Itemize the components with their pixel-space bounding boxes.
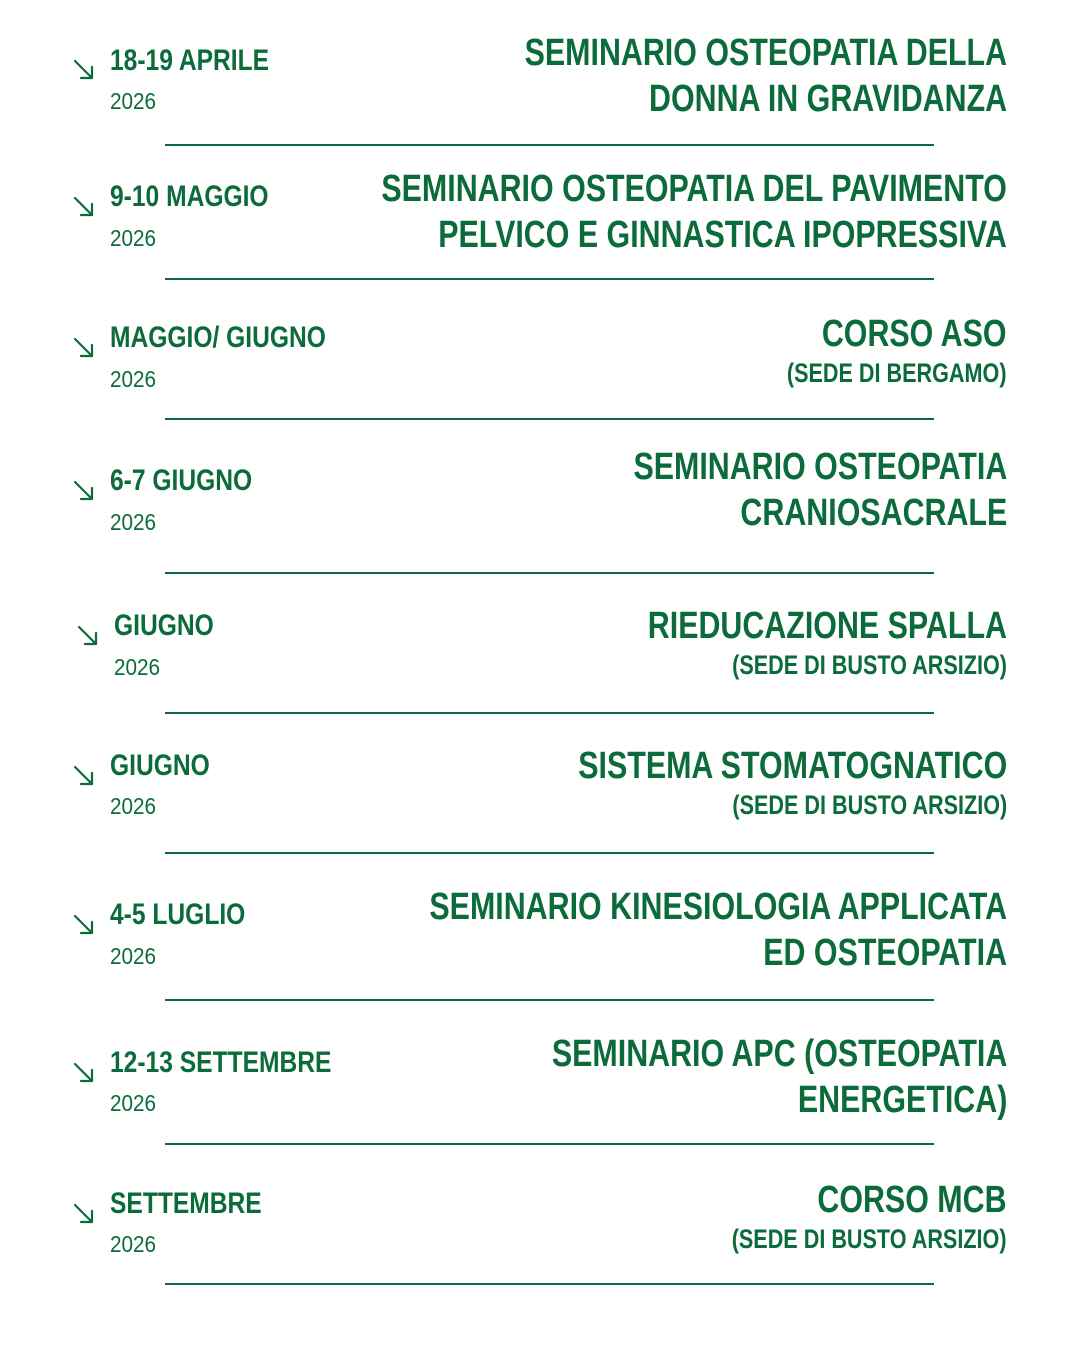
arrow-down-right-icon	[72, 764, 96, 788]
event-location: (SEDE DI BUSTO ARSIZIO)	[732, 1224, 1007, 1254]
event-location: (SEDE DI BUSTO ARSIZIO)	[732, 790, 1007, 820]
event-title-line: DONNA IN GRAVIDANZA	[648, 78, 1007, 120]
event-title	[381, 166, 1007, 258]
event-title	[633, 444, 1007, 536]
event-year: 2026	[110, 793, 157, 819]
event-year: 2026	[110, 225, 157, 251]
event-title-line: SEMINARIO KINESIOLOGIA APPLICATA	[429, 886, 1007, 928]
event-title	[732, 1177, 1007, 1255]
arrow-down-right-icon	[72, 479, 96, 503]
divider	[165, 418, 934, 420]
arrow-down-right-icon	[72, 336, 96, 360]
event-date: GIUGNO	[110, 749, 210, 782]
event-year: 2026	[110, 1231, 157, 1257]
event-date: GIUGNO	[114, 609, 214, 642]
divider	[165, 572, 934, 574]
event-date: 4-5 LUGLIO	[110, 898, 246, 931]
event-title	[578, 743, 1007, 821]
event-title-line: CRANIOSACRALE	[740, 492, 1007, 534]
arrow-down-right-icon	[72, 58, 96, 82]
arrow-down-right-icon	[72, 913, 96, 937]
event-year: 2026	[110, 88, 157, 114]
divider	[165, 712, 934, 714]
event-year: 2026	[110, 366, 157, 392]
event-title	[429, 884, 1007, 976]
event-year: 2026	[110, 509, 157, 535]
divider	[165, 1283, 934, 1285]
event-year: 2026	[114, 654, 161, 680]
arrow-down-right-icon	[72, 1202, 96, 1226]
event-year: 2026	[110, 1090, 157, 1116]
event-title-line: ENERGETICA)	[797, 1079, 1007, 1121]
divider	[165, 999, 934, 1001]
event-title	[552, 1031, 1007, 1123]
event-date: 18-19 APRILE	[110, 44, 270, 77]
arrow-down-right-icon	[72, 1061, 96, 1085]
event-title-line: SEMINARIO OSTEOPATIA DELLA	[524, 32, 1007, 74]
event-title	[525, 30, 1007, 122]
event-location: (SEDE DI BERGAMO)	[787, 358, 1007, 388]
event-location: (SEDE DI BUSTO ARSIZIO)	[732, 650, 1007, 680]
event-title-line: SEMINARIO APC (OSTEOPATIA	[551, 1033, 1007, 1075]
event-title-line: SEMINARIO OSTEOPATIA	[633, 446, 1007, 488]
arrow-down-right-icon	[72, 195, 96, 219]
event-date: 6-7 GIUGNO	[110, 464, 253, 497]
event-title	[648, 603, 1007, 681]
event-title-line: RIEDUCAZIONE SPALLA	[647, 605, 1007, 647]
arrow-down-right-icon	[76, 624, 100, 648]
event-title-line: CORSO MCB	[817, 1179, 1007, 1221]
divider	[165, 1143, 934, 1145]
divider	[165, 144, 934, 146]
event-title-line: SEMINARIO OSTEOPATIA DEL PAVIMENTO	[381, 168, 1007, 210]
event-title-line: SISTEMA STOMATOGNATICO	[578, 745, 1007, 787]
event-date: SETTEMBRE	[110, 1187, 262, 1220]
divider	[165, 278, 934, 280]
divider	[165, 852, 934, 854]
event-date: 9-10 MAGGIO	[110, 180, 269, 213]
event-date: 12-13 SETTEMBRE	[110, 1046, 332, 1079]
event-title-line: PELVICO E GINNASTICA IPOPRESSIVA	[438, 214, 1007, 256]
event-date: MAGGIO/ GIUGNO	[110, 321, 326, 354]
event-title-line: CORSO ASO	[822, 313, 1007, 355]
event-title-line: ED OSTEOPATIA	[763, 932, 1007, 974]
event-year: 2026	[110, 943, 157, 969]
event-title	[787, 311, 1007, 389]
